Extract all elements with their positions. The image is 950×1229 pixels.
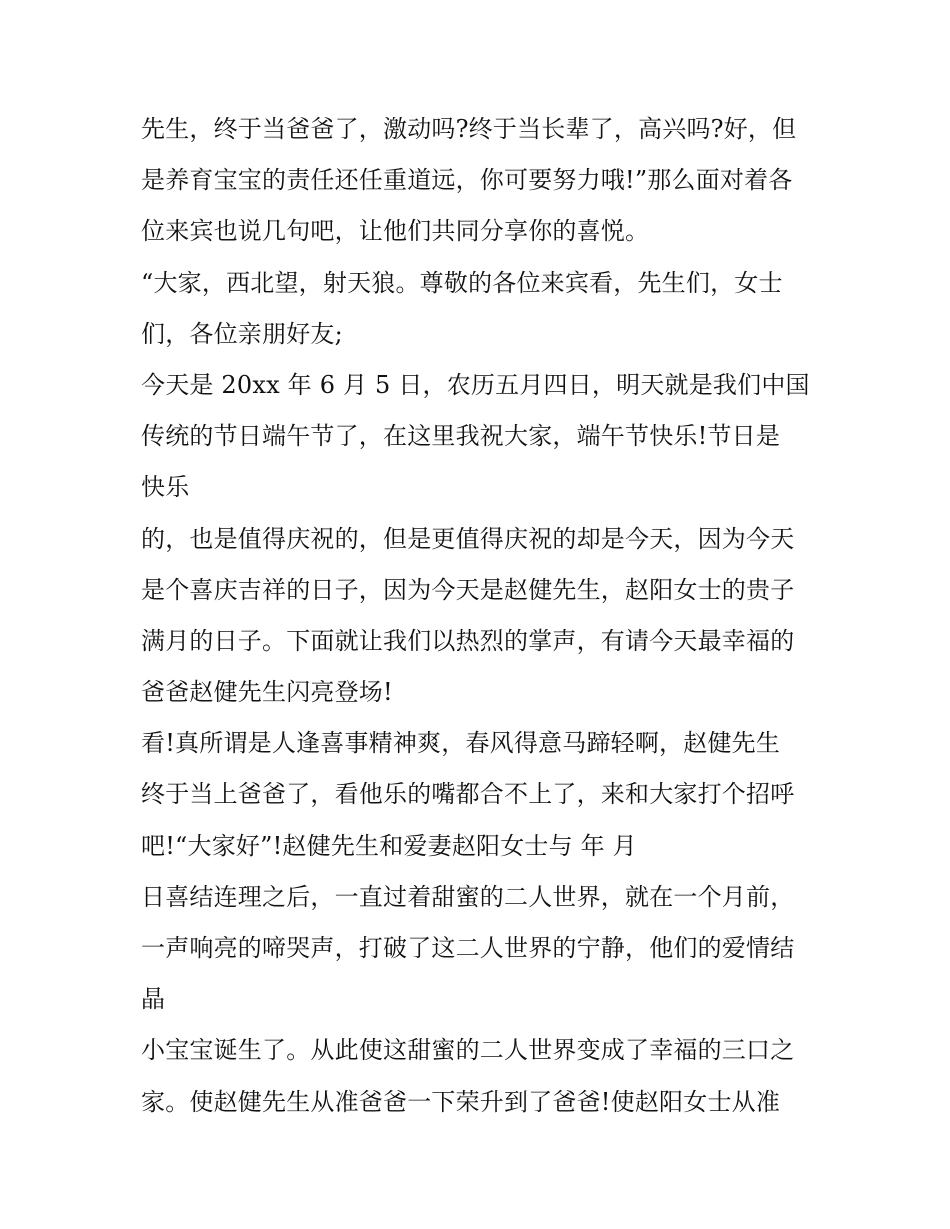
text-line: 快乐: [141, 473, 190, 502]
text-line: 爸爸赵健先生闪亮登场!: [141, 678, 393, 707]
text-line: 日喜结连理之后，一直过着甜蜜的二人世界，就在一个月前，: [141, 882, 795, 911]
text-line: 满月的日子。下面就让我们以热烈的掌声，有请今天最幸福的: [141, 626, 795, 655]
text-line: 先生，终于当爸爸了，激动吗?终于当长辈了，高兴吗?好，但: [141, 115, 797, 143]
text-line: 小宝宝诞生了。从此使这甜蜜的二人世界变成了幸福的三口之: [141, 1036, 795, 1065]
text-line: “大家，西北望，射天狼。尊敬的各位来宾看，先生们，女士: [141, 268, 783, 297]
text-line: 位来宾也说几句吧，让他们共同分享你的喜悦。: [141, 217, 650, 246]
text-line: 是个喜庆吉祥的日子，因为今天是赵健先生，赵阳女士的贵子: [141, 575, 795, 604]
text-line: 家。使赵健先生从准爸爸一下荣升到了爸爸!使赵阳女士从准: [141, 1087, 781, 1116]
text-line: 是养育宝宝的责任还任重道远，你可要努力哦!”那么面对着各: [141, 166, 793, 195]
text-line: 一声响亮的啼哭声，打破了这二人世界的宁静，他们的爱情结: [141, 934, 795, 962]
text-line: 今天是 20xx 年 6 月 5 日，农历五月四日，明天就是我们中国: [141, 370, 810, 399]
text-line: 晶: [141, 985, 166, 1014]
text-line: 们，各位亲朋好友;: [141, 319, 343, 348]
text-line: 的，也是值得庆祝的，但是更值得庆祝的却是今天，因为今天: [141, 524, 795, 553]
document-body: [141, 104, 821, 1128]
text-line: 终于当上爸爸了，看他乐的嘴都合不上了，来和大家打个招呼: [141, 780, 795, 809]
text-line: 吧!“大家好”!赵健先生和爱妻赵阳女士与 年 月: [141, 831, 637, 860]
text-line: 传统的节日端午节了，在这里我祝大家，端午节快乐!节日是: [141, 422, 781, 451]
text-line: 看!真所谓是人逢喜事精神爽，春风得意马蹄轻啊，赵健先生: [141, 729, 781, 758]
